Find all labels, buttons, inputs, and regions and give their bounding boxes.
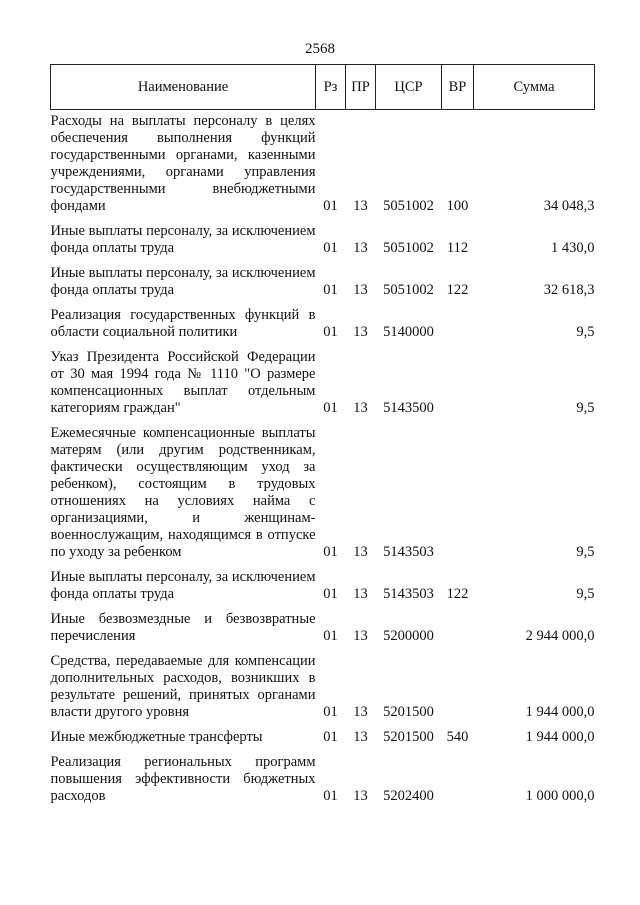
row-sum: 9,5 xyxy=(576,544,595,560)
row-pr: 13 xyxy=(353,729,368,745)
row-csr: 5200000 xyxy=(383,628,434,644)
header-csr: ЦСР xyxy=(376,65,442,110)
row-pr: 13 xyxy=(353,544,368,560)
row-vr xyxy=(442,422,474,566)
row-rz: 01 xyxy=(323,400,338,416)
row-csr: 5140000 xyxy=(383,324,434,340)
table-row xyxy=(51,726,595,751)
table-row xyxy=(51,220,595,262)
row-vr xyxy=(442,650,474,726)
row-vr: 540 xyxy=(446,729,469,745)
row-rz: 01 xyxy=(323,729,338,745)
table-row xyxy=(51,110,595,221)
row-name: Иные выплаты персоналу, за исключением фонда оплаты труда xyxy=(50,223,316,256)
row-sum: 9,5 xyxy=(576,324,595,340)
header-vr: ВР xyxy=(442,65,474,110)
row-csr: 5143503 xyxy=(383,586,434,602)
row-vr: 100 xyxy=(446,198,469,214)
row-vr xyxy=(442,751,474,810)
table-row xyxy=(51,262,595,304)
row-rz: 01 xyxy=(323,282,338,298)
row-rz: 01 xyxy=(323,198,338,214)
table-row xyxy=(51,650,595,726)
row-vr xyxy=(442,304,474,346)
row-sum: 34 048,3 xyxy=(543,198,595,214)
budget-table xyxy=(50,64,595,810)
table-row xyxy=(51,346,595,422)
row-csr: 5201500 xyxy=(383,729,434,745)
row-vr: 122 xyxy=(446,586,469,602)
row-name: Иные выплаты персоналу, за исключением фонда оплаты труда xyxy=(50,569,316,602)
row-name: Реализация региональных программ повышения эффективности бюджетных расходов xyxy=(50,754,316,804)
row-vr xyxy=(442,346,474,422)
row-sum: 32 618,3 xyxy=(543,282,595,298)
row-name: Иные межбюджетные трансферты xyxy=(50,729,263,745)
row-name: Реализация государственных функций в области социальной политики xyxy=(50,307,316,340)
row-csr: 5202400 xyxy=(383,788,434,804)
row-vr xyxy=(442,608,474,650)
table-row xyxy=(51,751,595,810)
row-name: Ежемесячные компенсационные выплаты матерям (или другим родственникам, фактически осуществляющим уход за ребенком), состоящим в трудовых отношениях на условиях найма с организациями, и женщинам-военнослужащим, находящимся в отпуске по уходу за ребенком xyxy=(50,425,316,560)
row-pr: 13 xyxy=(353,788,368,804)
row-sum: 9,5 xyxy=(576,586,595,602)
row-name: Расходы на выплаты персоналу в целях обеспечения выполнения функций государственными органами, казенными учреждениями, органами управления государственными внебюджетными фондами xyxy=(50,113,316,214)
row-name: Средства, передаваемые для компенсации дополнительных расходов, возникших в результате решений, принятых органами власти другого уровня xyxy=(50,653,316,720)
row-rz: 01 xyxy=(323,586,338,602)
row-vr: 112 xyxy=(446,240,469,256)
header-name: Наименование xyxy=(51,65,316,110)
table-row xyxy=(51,304,595,346)
row-sum: 1 944 000,0 xyxy=(525,704,595,720)
row-csr: 5051002 xyxy=(383,240,434,256)
row-sum: 9,5 xyxy=(576,400,595,416)
header-sum: Сумма xyxy=(474,65,595,110)
row-rz: 01 xyxy=(323,324,338,340)
row-rz: 01 xyxy=(323,544,338,560)
table-row xyxy=(51,422,595,566)
header-rz: Рз xyxy=(316,65,346,110)
table-row xyxy=(51,608,595,650)
row-rz: 01 xyxy=(323,628,338,644)
row-pr: 13 xyxy=(353,400,368,416)
row-pr: 13 xyxy=(353,198,368,214)
row-name: Указ Президента Российской Федерации от 30 мая 1994 года № 1110 "О размере компенсационных выплат отдельным категориям граждан" xyxy=(50,349,316,416)
row-pr: 13 xyxy=(353,324,368,340)
page-number: 2568 xyxy=(305,41,335,57)
row-sum: 2 944 000,0 xyxy=(525,628,595,644)
row-csr: 5051002 xyxy=(383,282,434,298)
row-csr: 5143503 xyxy=(383,544,434,560)
row-csr: 5051002 xyxy=(383,198,434,214)
row-pr: 13 xyxy=(353,282,368,298)
row-pr: 13 xyxy=(353,586,368,602)
row-sum: 1 944 000,0 xyxy=(525,729,595,745)
row-rz: 01 xyxy=(323,240,338,256)
row-pr: 13 xyxy=(353,704,368,720)
row-pr: 13 xyxy=(353,628,368,644)
row-name: Иные выплаты персоналу, за исключением фонда оплаты труда xyxy=(50,265,316,298)
header-pr: ПР xyxy=(346,65,376,110)
table-row xyxy=(51,566,595,608)
row-vr: 122 xyxy=(446,282,469,298)
row-name: Иные безвозмездные и безвозвратные перечисления xyxy=(50,611,316,644)
row-csr: 5143500 xyxy=(383,400,434,416)
row-sum: 1 000 000,0 xyxy=(525,788,595,804)
table-header-row xyxy=(51,65,595,110)
row-csr: 5201500 xyxy=(383,704,434,720)
row-rz: 01 xyxy=(323,788,338,804)
row-sum: 1 430,0 xyxy=(551,240,595,256)
row-rz: 01 xyxy=(323,704,338,720)
row-pr: 13 xyxy=(353,240,368,256)
